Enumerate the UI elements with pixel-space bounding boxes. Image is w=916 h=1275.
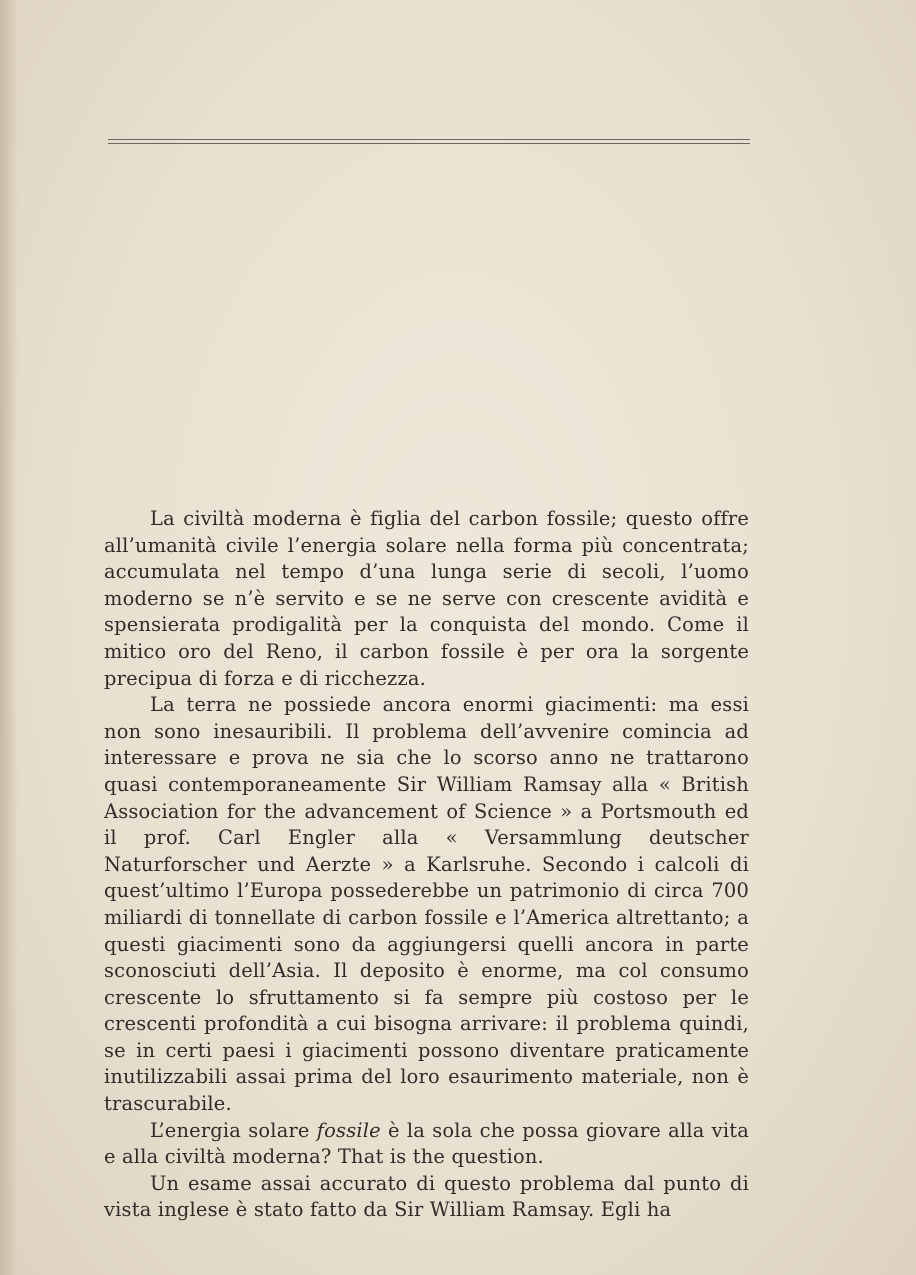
paragraph-3-start: L’energia solare xyxy=(150,1118,317,1142)
paragraph-3-end: è la sola che possa giovare alla vita e alla civiltà moderna? That is the question. xyxy=(104,1118,749,1169)
paragraph-1: La civiltà moderna è figlia del carbon fossile; questo offre all’umanità civile l’energia solare nella forma più concentrata; accumulata nel tempo d’una lunga serie di secoli, l’uomo moderno se n’è servito e se ne serve con crescente avidità e spensierata prodigalità per la conquista del mondo. Come il mitico oro del Reno, il carbon fossile è per ora la sorgente precipua di forza e di ricchezza. xyxy=(104,507,749,690)
header-double-rule-top xyxy=(108,139,750,140)
paragraph-3 xyxy=(104,1118,749,1171)
body-text xyxy=(104,506,749,1224)
page-binding-shadow xyxy=(0,0,18,1275)
paragraph-4: Un esame assai accurato di questo problema dal punto di vista inglese è stato fatto da Sir William Ramsay. Egli ha xyxy=(104,1171,749,1222)
italic-word-fossile: fossile xyxy=(316,1118,381,1142)
header-double-rule-bottom xyxy=(108,143,750,144)
paragraph-2: La terra ne possiede ancora enormi giacimenti: ma essi non sono inesauribili. Il problema dell’avvenire comincia ad interessare e prova ne sia che lo scorso anno ne trattarono quasi contemporaneamente Sir William Ramsay alla « British Association for the advancement of Science » a Portsmouth ed il prof. Carl Engler alla « Versammlung deutscher Naturforscher und Aerzte » a Karlsruhe. Secondo i calcoli di quest’ultimo l’Europa possederebbe un patrimonio di circa 700 miliardi di tonnellate di carbon fossile e l’America altrettanto; a questi giacimenti sono da aggiungersi quelli ancora in parte sconosciuti dell’Asia. Il deposito è enorme, ma col consumo crescente lo sfruttamento si fa sempre più costoso per le crescenti profondità a cui bisogna arrivare: il problema quindi, se in certi paesi i giacimenti possono diventare praticamente inutilizzabili assai prima del loro esaurimento materiale, non è trascurabile. xyxy=(104,693,749,1116)
